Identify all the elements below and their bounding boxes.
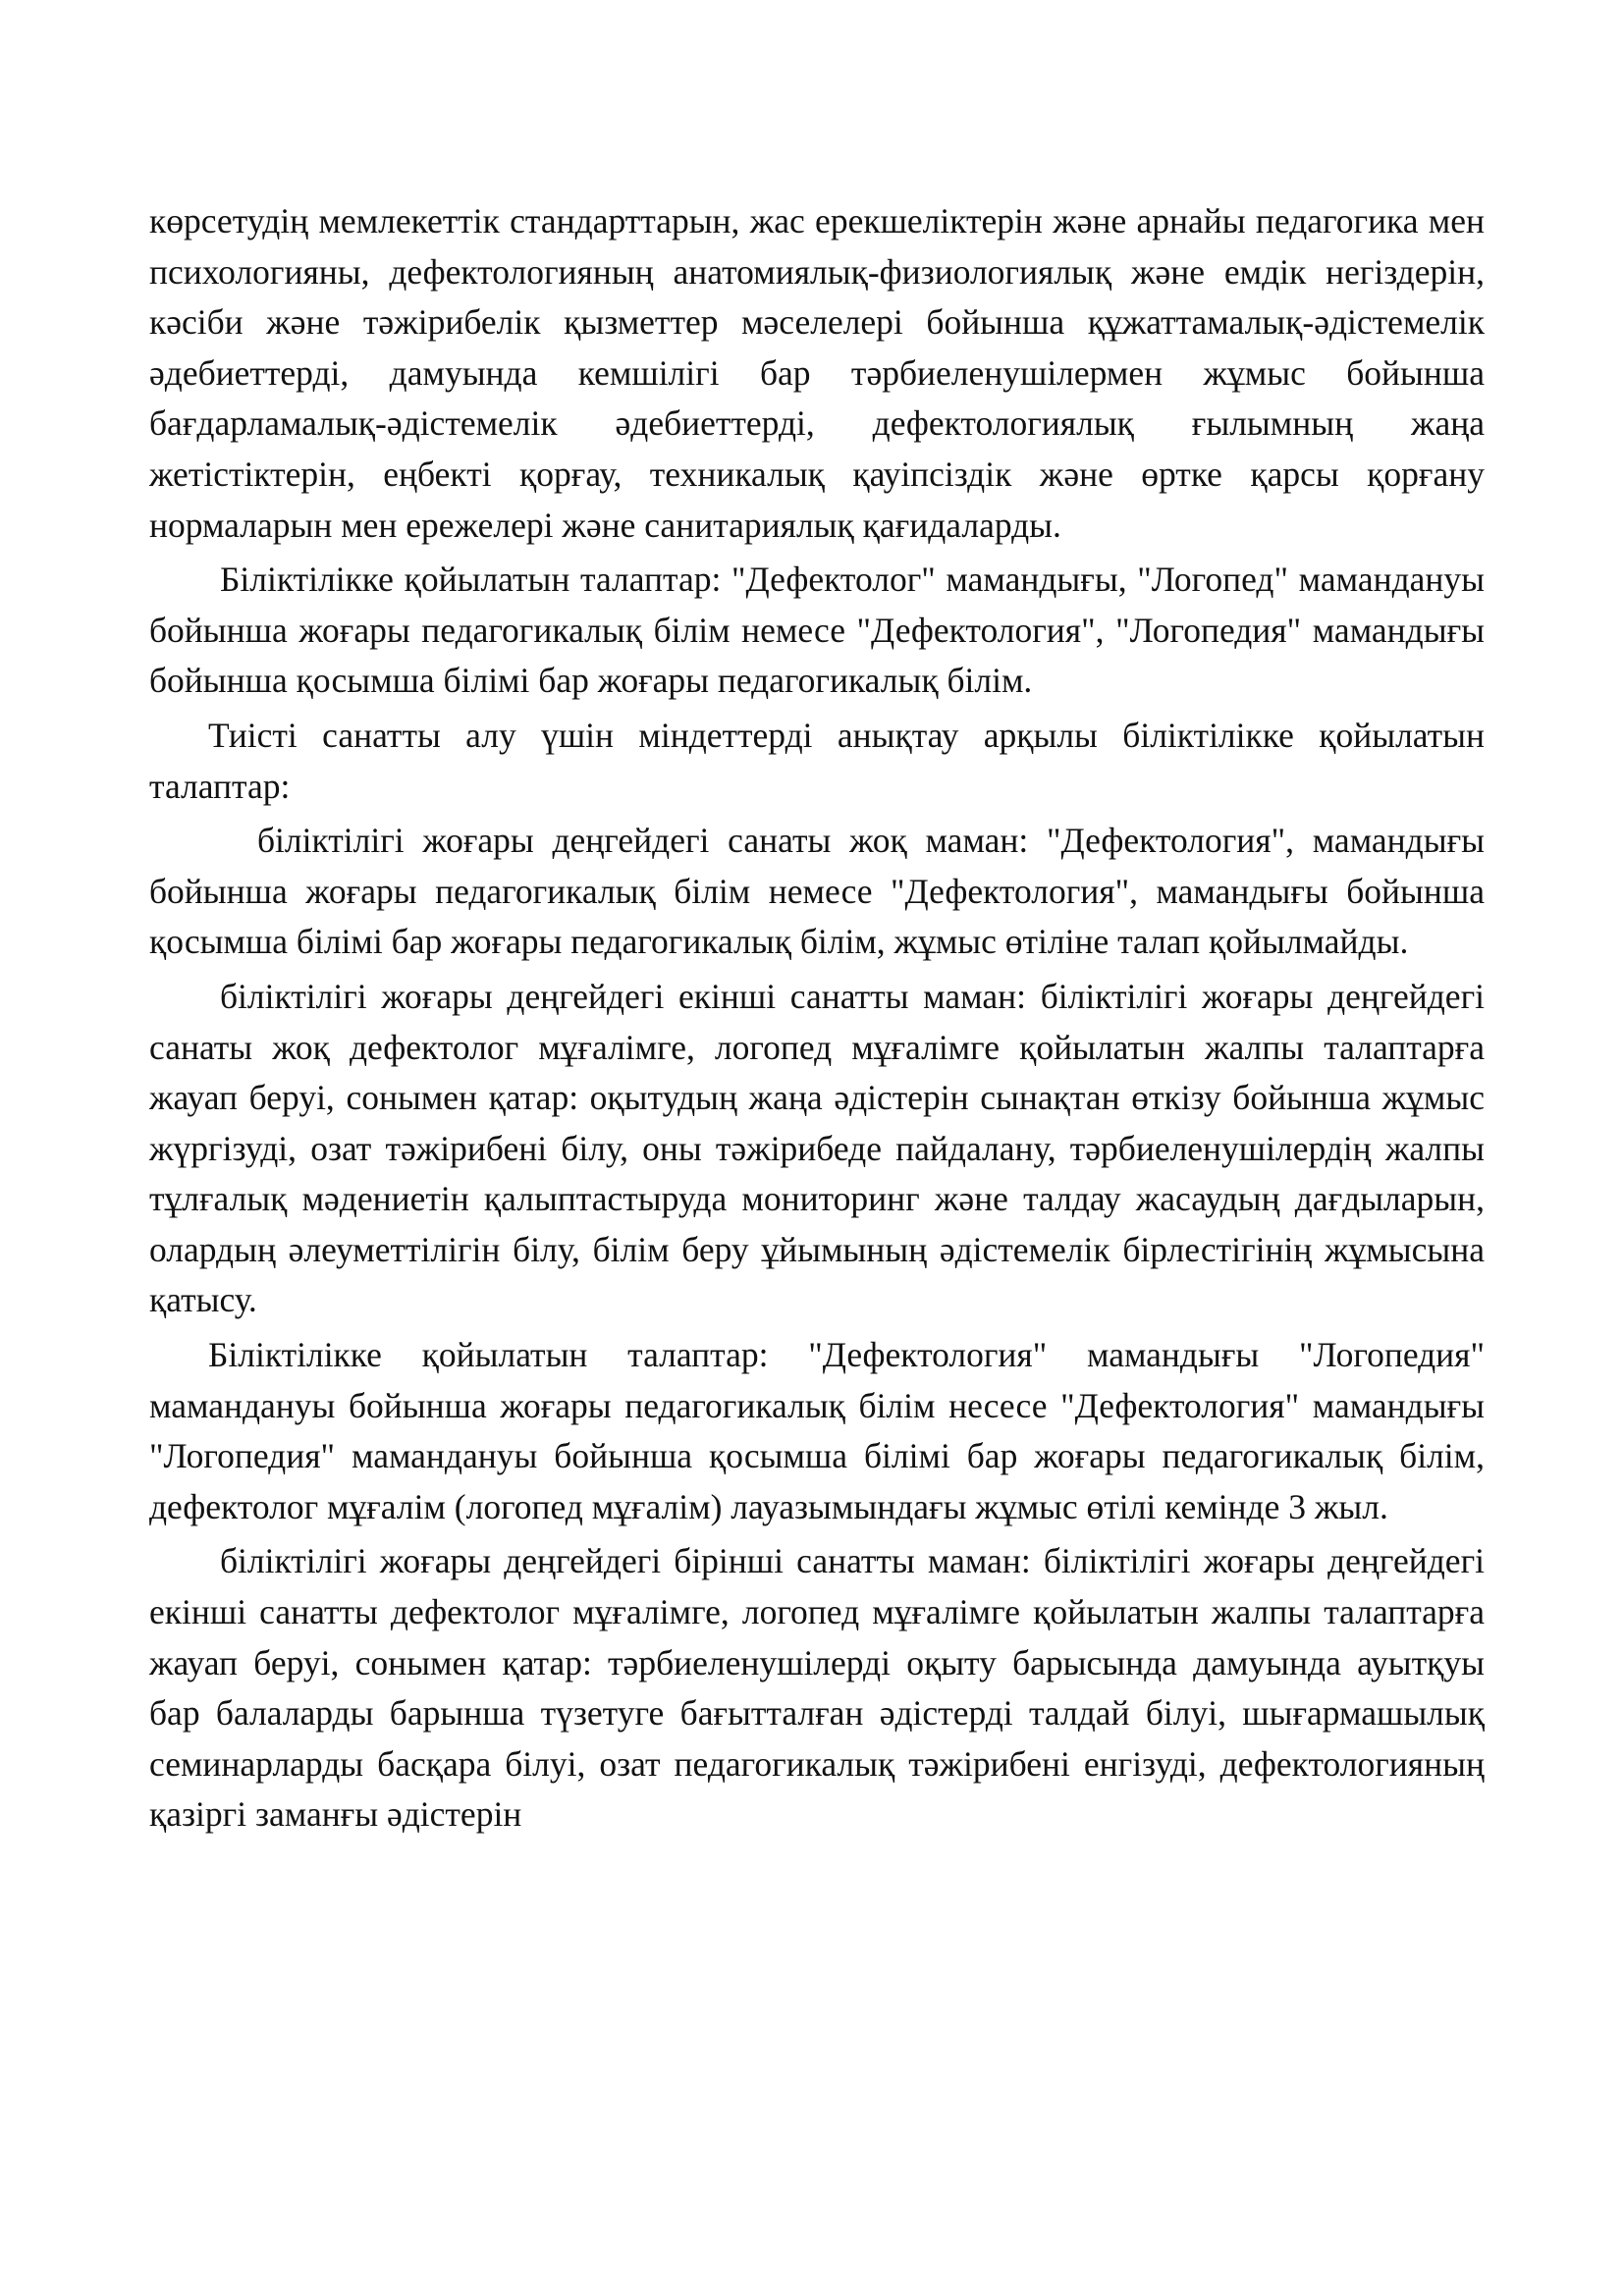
paragraph-knowledge-continuation: көрсетудің мемлекеттік стандарттарын, жас ерекшеліктерін және арнайы педагогика мен психологияны, дефектологияның анатомиялық-физиологиялық және емдік негіздерін, кәсіби және тәжірибелік қызметтер мәселелері бойынша құжаттамалық-әдістемелік әдебиеттерді, дамуында кемшілігі бар тәрбиеленушілермен жұмыс бойынша бағдарламалық-әдістемелік әдебиеттерді, дефектологиялық ғылымның жаңа жетістіктерін, еңбекті қорғау, техникалық қауіпсіздік және өртке қарсы қорғану нормаларын мен ережелері және санитариялық қағидаларды.	[149, 201, 1485, 545]
document-body	[149, 196, 1485, 1844]
paragraph-second-category-specialist: біліктілігі жоғары деңгейдегі екінші санатты маман: біліктілігі жоғары деңгейдегі санаты жоқ дефектолог мұғалімге, логопед мұғалімге қойылатын жалпы талаптарға жауап беруі, сонымен қатар: оқытудың жаңа әдістерін сынақтан өткізу бойынша жұмыс жүргізуді, озат тәжірибені білу, оны тәжірибеде пайдалану, тәрбиеленушілердің жалпы тұлғалық мәдениетін қалыптастыруда мониторинг және талдау жасаудың дағдыларын, олардың әлеуметтілігін білу, білім беру ұйымының әдістемелік бірлестігінің жұмысына қатысу.	[149, 976, 1485, 1320]
paragraph-first-category-specialist: біліктілігі жоғары деңгейдегі бірінші санатты маман: біліктілігі жоғары деңгейдегі екінші санатты дефектолог мұғалімге, логопед мұғалімге қойылатын жалпы талаптарға жауап беруі, сонымен қатар: тәрбиеленушілерді оқыту барысында дамуында ауытқуы бар балаларды барынша түзетуге бағытталған әдістерді талдай білуі, шығармашылық семинарларды басқара білуі, озат педагогикалық тәжірибені енгізуді, дефектологияның қазіргі заманғы әдістерін	[149, 1541, 1485, 1835]
paragraph-no-category-specialist: біліктілігі жоғары деңгейдегі санаты жоқ маман: "Дефектология", мамандығы бойынша жоғары педагогикалық білім немесе "Дефектология", мамандығы бойынша қосымша білімі бар жоғары педагогикалық білім, жұмыс өтіліне талап қойылмайды.	[149, 821, 1485, 962]
paragraph-qualification-requirements: Біліктілікке қойылатын талаптар: "Дефектолог" мамандығы, "Логопед" мамандануы бойынша жоғары педагогикалық білім немесе "Дефектология", "Логопедия" мамандығы бойынша қосымша білімі бар жоғары педагогикалық білім.	[149, 560, 1485, 701]
paragraph-second-category-qualification: Біліктілікке қойылатын талаптар: "Дефектология" мамандығы "Логопедия" мамандануы бойынша жоғары педагогикалық білім несесе "Дефектология" мамандығы "Логопедия" мамандануы бойынша қосымша білімі бар жоғары педагогикалық білім, дефектолог мұғалім (логопед мұғалім) лауазымындағы жұмыс өтілі кемінде 3 жыл.	[149, 1335, 1485, 1526]
paragraph-category-requirements-intro: Тиісті санатты алу үшін міндеттерді анықтау арқылы біліктілікке қойылатын талаптар:	[149, 715, 1485, 806]
